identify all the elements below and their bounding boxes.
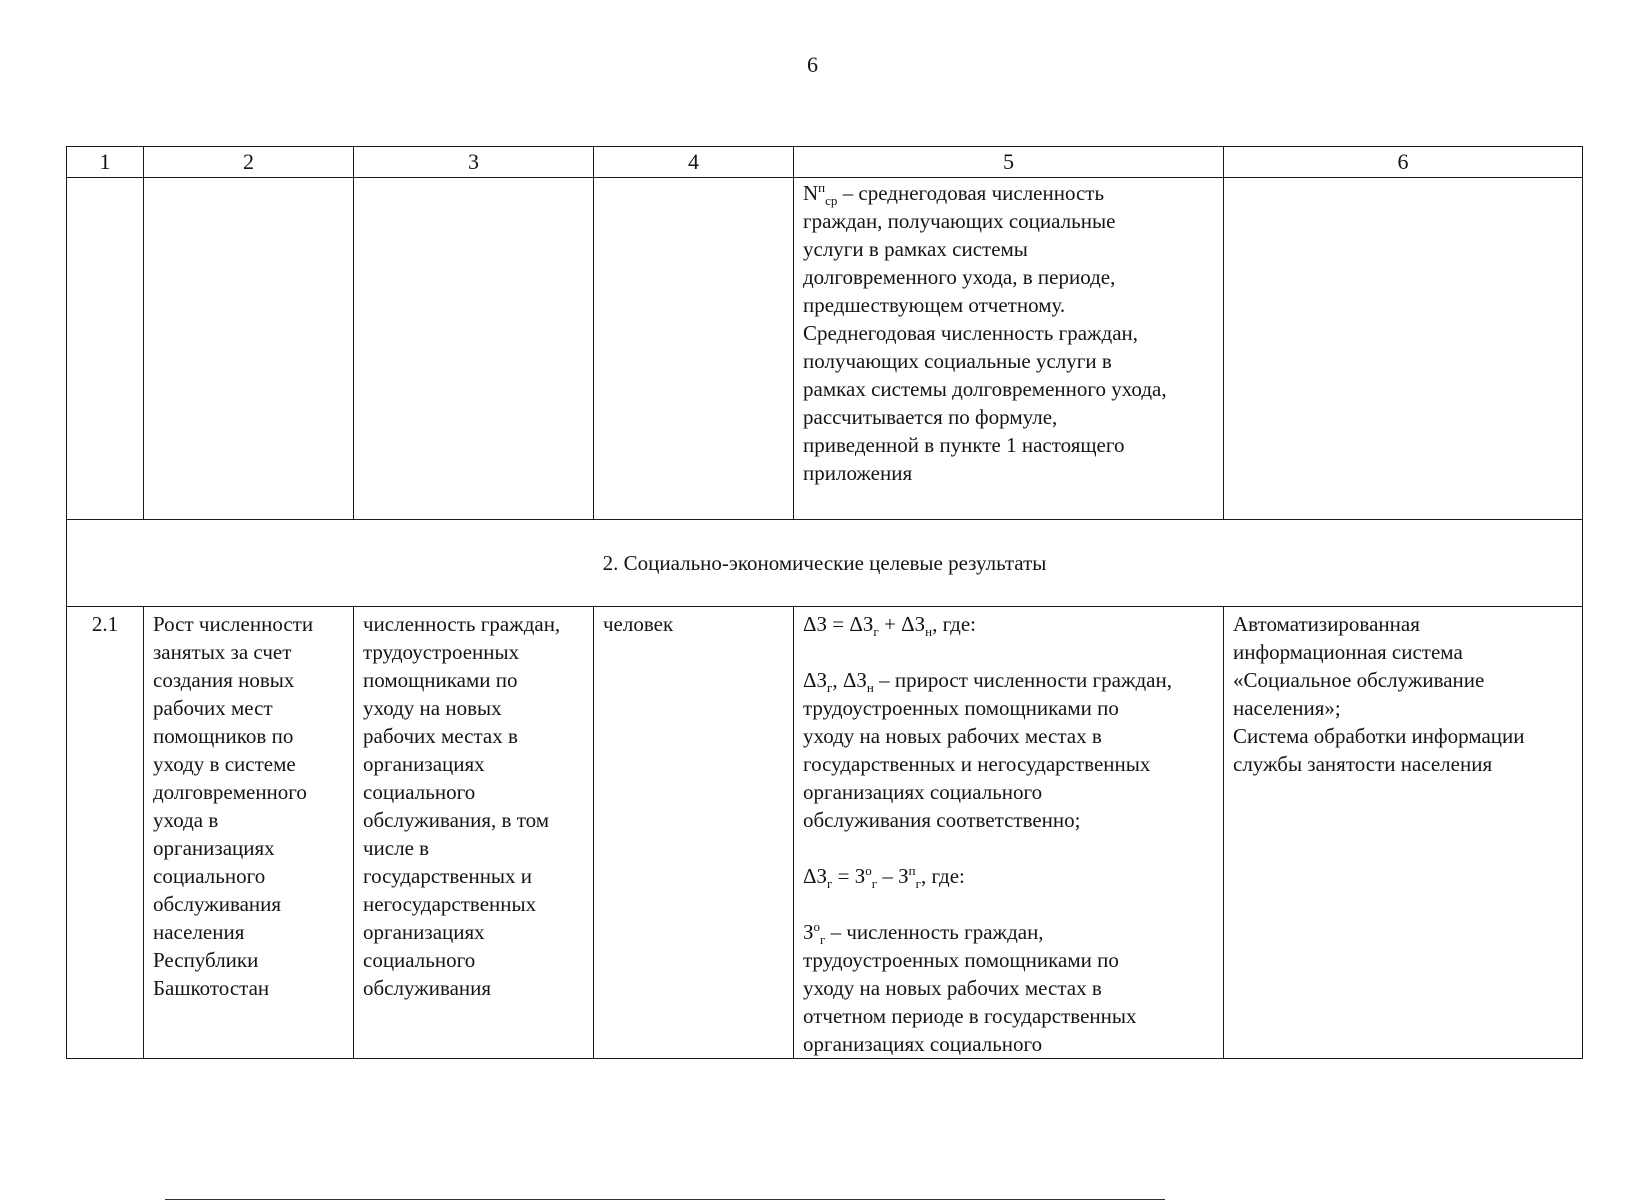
calculation-method bbox=[794, 607, 1224, 1059]
definition-line: приведенной в пункте 1 настоящего bbox=[803, 433, 1125, 457]
data-source: Автоматизированная информационная система «Социальное обслуживание населения»; Система обработки информации службы занятости населения bbox=[1224, 607, 1583, 1059]
header-col-3: 3 bbox=[354, 147, 594, 178]
definition-line: приложения bbox=[803, 461, 913, 485]
cell-empty bbox=[1224, 178, 1583, 520]
indicator-description: численность граждан, трудоустроенных помощниками по уходу на новых рабочих местах в организациях социального обслуживания, в том числе в государственных и негосударственных организациях социального обслуживания bbox=[354, 607, 594, 1059]
definition-line: $N^п_{ср}$ – среднегодовая численность bbox=[803, 180, 1105, 209]
definition-line: предшествующем отчетному. bbox=[803, 293, 1066, 317]
table-header-row bbox=[67, 147, 1583, 178]
header-col-1: 1 bbox=[67, 147, 144, 178]
header-col-2: 2 bbox=[144, 147, 354, 178]
definition-line: уходу на новых рабочих местах в bbox=[803, 724, 1102, 748]
definition-line: отчетном периоде в государственных bbox=[803, 1004, 1137, 1028]
cell-definition-n-avg bbox=[794, 178, 1224, 520]
row-number: 2.1 bbox=[67, 607, 144, 1059]
definition-line: получающих социальные услуги в bbox=[803, 349, 1112, 373]
definition-line: организациях социального bbox=[803, 1032, 1043, 1056]
definition-line: Среднегодовая численность граждан, bbox=[803, 321, 1139, 345]
table-row-2-1 bbox=[67, 607, 1583, 1059]
definition-line: услуги в рамках системы bbox=[803, 237, 1028, 261]
cell-empty bbox=[67, 178, 144, 520]
definition-line: $З^о_г$ – численность граждан, bbox=[803, 919, 1044, 948]
definition-line: трудоустроенных помощниками по bbox=[803, 696, 1119, 720]
definition-line: $\Delta З_г$, $\Delta З_н$ – прирост численности граждан, bbox=[803, 668, 1172, 696]
definition-line: обслуживания соответственно; bbox=[803, 808, 1081, 832]
header-col-6: 6 bbox=[1224, 147, 1583, 178]
definition-line: трудоустроенных помощниками по bbox=[803, 948, 1119, 972]
definition-line: организациях социального bbox=[803, 780, 1043, 804]
formula-line: $\Delta З = \Delta З_г + \Delta З_н$, где: bbox=[803, 612, 977, 640]
definition-line: граждан, получающих социальные bbox=[803, 209, 1116, 233]
definition-line: рассчитывается по формуле, bbox=[803, 405, 1058, 429]
section-heading: 2. Социально-экономические целевые результаты bbox=[67, 520, 1583, 607]
definition-line: рамках системы долговременного ухода, bbox=[803, 377, 1167, 401]
section-heading-row bbox=[67, 520, 1583, 607]
cell-empty bbox=[594, 178, 794, 520]
header-col-5: 5 bbox=[794, 147, 1224, 178]
header-col-4: 4 bbox=[594, 147, 794, 178]
indicators-table bbox=[66, 146, 1583, 1059]
table-row-continued bbox=[67, 178, 1583, 520]
cell-empty bbox=[354, 178, 594, 520]
page-number: 6 bbox=[807, 52, 818, 77]
definition-line: долговременного ухода, в периоде, bbox=[803, 265, 1116, 289]
definition-line: уходу на новых рабочих местах в bbox=[803, 976, 1102, 1000]
unit-of-measure: человек bbox=[594, 607, 794, 1059]
definition-line: государственных и негосударственных bbox=[803, 752, 1151, 776]
indicator-name: Рост численности занятых за счет создания новых рабочих мест помощников по уходу в системе долговременного ухода в организациях социального обслуживания населения Республики Башкотостан bbox=[144, 607, 354, 1059]
cell-empty bbox=[144, 178, 354, 520]
formula-line: $\Delta З_г = З^о_г - З^п_г$, где: bbox=[803, 863, 965, 892]
